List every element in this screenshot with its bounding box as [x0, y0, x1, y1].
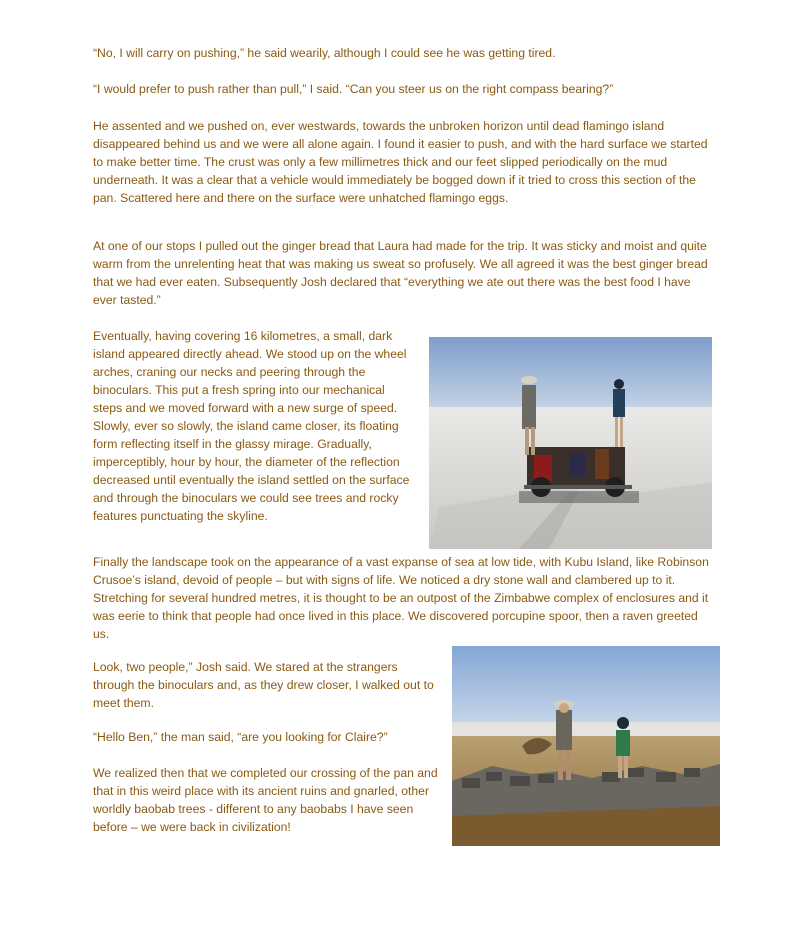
paragraph-ginger-bread: At one of our stops I pulled out the ginger bread that Laura had made for the trip. It was sticky and moist and quite warm from the unrelenting heat that was making us sweat so profusely. We all agreed it was the best ginger bread that we had ever eaten. Subsequently Josh declared that “everything we ate out there was the best food I have ever tasted.” [93, 239, 708, 307]
paragraph-hello-ben: “Hello Ben,” the man said, “are you looking for Claire?” [93, 730, 388, 744]
paragraph-dialogue-push: “I would prefer to push rather than pull,” I said. “Can you steer us on the right compass bearing?” [93, 82, 614, 96]
paragraph-dialogue-carry-on: “No, I will carry on pushing,” he said wearily, although I could see he was getting tired. [93, 46, 556, 60]
photo-stone-wall-kubu [452, 646, 720, 846]
paragraph-westwards: He assented and we pushed on, ever westwards, towards the unbroken horizon until dead flamingo island disappeared behind us and we were all alone again. I found it easier to push, and with the hard surface we started to make better time. The crust was only a few millimetres thick and our feet slipped periodically on the mud underneath. It was a clear that a vehicle would immediately be bogged down if it tried to cross this section of the pan. Scattered here and there on the surface were unhatched flamingo eggs. [93, 119, 708, 205]
paragraph-two-people: Look, two people,” Josh said. We stared at the strangers through the binoculars and, as they drew closer, I walked out to meet them. [93, 660, 434, 710]
paragraph-kubu-island: Finally the landscape took on the appearance of a vast expanse of sea at low tide, with Kubu Island, like Robinson Crusoe’s island, devoid of people – but with signs of life. We noticed a dry stone wall and clambered up to it. Stretching for several hundred metres, it is thought to be an outpost of the Zimbabwe complex of enclosures and it was eerie to think that people had once lived in this place. We discovered porcupine spoor, then a raven greeted us. [93, 555, 709, 641]
paragraph-civilization: We realized then that we completed our crossing of the pan and that in this weird place with its ancient ruins and gnarled, other worldly baobab trees - different to any baobabs I have seen before – we were back in civilization! [93, 766, 438, 834]
paragraph-island-appears: Eventually, having covering 16 kilometres, a small, dark island appeared directly ahead. We stood up on the wheel arches, craning our necks and peering through the binoculars. This put a fresh spring into our mechanical steps and we moved forward with a new surge of speed. Slowly, ever so slowly, the island came closer, its floating form reflecting itself in the glassy mirage. Gradually, imperceptibly, hour by hour, the diameter of the reflection decreased until eventually the island settled on the surface and through the binoculars we could see trees and rocky features punctuating the skyline. [93, 329, 410, 523]
photo-salt-pan-trailer [429, 337, 712, 549]
